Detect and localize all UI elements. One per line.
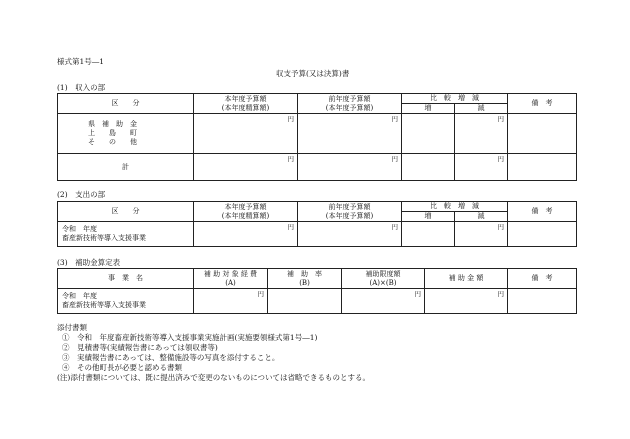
subsidy-col-limit: 補助限度額 (A)×(B) [342,269,425,289]
expense-table [57,201,577,247]
expense-col-increase: 増 [402,212,455,222]
expense-increase-cell[interactable] [402,222,455,247]
income-total-decrease[interactable]: 円 [455,154,508,181]
subsidy-col-cost: 補 助 対 象 経 費 (A) [194,269,268,289]
income-total-label: 計 [58,154,194,181]
subsidy-rate-cell[interactable] [268,289,342,314]
income-sources-cell [58,114,194,154]
attachment-item: ④ その他町長が必要と認める書類 [62,363,182,372]
income-increase-cell[interactable] [402,114,455,154]
income-note-cell[interactable] [508,114,577,154]
expense-note-cell[interactable] [508,222,577,247]
document-title: 収支予算(又は決算)書 [276,69,350,78]
income-col-current: 本年度予算額 (本年度精算額) [194,94,298,114]
expense-prev-cell[interactable]: 円 [298,222,402,247]
subsidy-table [57,268,577,314]
income-total-increase[interactable] [402,154,455,181]
subsidy-col-amount: 補 助 金 額 [425,269,508,289]
income-source-town: 上 島 町 [88,129,137,137]
income-col-increase: 増 [402,104,455,114]
subsidy-col-rate: 補 助 率 (B) [268,269,342,289]
expense-col-compare: 比 較 増 減 [402,202,508,212]
income-source-pref: 県 補 助 金 [88,120,137,128]
income-table [57,93,577,181]
subsidy-limit-cell[interactable]: 円 [342,289,425,314]
income-col-note: 備 考 [508,94,577,114]
income-decrease-cell[interactable]: 円 [455,114,508,154]
subsidy-note-cell[interactable] [508,289,577,314]
expense-col-current: 本年度予算額 (本年度精算額) [194,202,298,222]
subsidy-col-project: 事 業 名 [58,269,194,289]
attachment-item: ③ 実績報告書にあっては、整備施設等の写真を添付すること。 [62,353,280,362]
income-total-current[interactable]: 円 [194,154,298,181]
attachment-item: ② 見積書等(実績報告書にあっては領収書等) [62,343,218,352]
subsidy-project-cell: 令和 年度 畜産新技術等導入支援事業 [58,289,194,314]
form-id: 様式第1号―1 [57,57,105,66]
income-col-compare: 比 較 増 減 [402,94,508,104]
income-source-other: そ の 他 [88,138,137,146]
subsidy-col-note: 備 考 [508,269,577,289]
attachments-heading: 添付書類 [57,323,87,332]
subsidy-heading: (3) 補助金算定表 [57,258,121,267]
expense-current-cell[interactable]: 円 [194,222,298,247]
subsidy-cost-cell[interactable]: 円 [194,289,268,314]
expense-decrease-cell[interactable]: 円 [455,222,508,247]
income-prev-cell[interactable]: 円 [298,114,402,154]
attachments-note: (注)添付書類については、既に提出済みで変更のないものについては省略できるものとする。 [57,373,371,382]
subsidy-amount-cell[interactable]: 円 [425,289,508,314]
expense-col-decrease: 減 [455,212,508,222]
income-total-note[interactable] [508,154,577,181]
expense-col-note: 備 考 [508,202,577,222]
attachment-item: ① 令和 年度畜産新技術等導入支援事業実施計画(実施要領様式第1号―1) [62,333,318,342]
expense-project-cell: 令和 年度 畜産新技術等導入支援事業 [58,222,194,247]
income-col-decrease: 減 [455,104,508,114]
expense-col-kubun: 区 分 [58,202,194,222]
income-col-kubun: 区 分 [58,94,194,114]
expense-col-prev: 前年度予算額 (本年度予算額) [298,202,402,222]
expense-heading: (2) 支出の部 [57,190,106,199]
income-heading: (1) 収入の部 [57,83,106,92]
income-current-cell[interactable]: 円 [194,114,298,154]
income-col-prev: 前年度予算額 (本年度予算額) [298,94,402,114]
income-total-prev[interactable]: 円 [298,154,402,181]
